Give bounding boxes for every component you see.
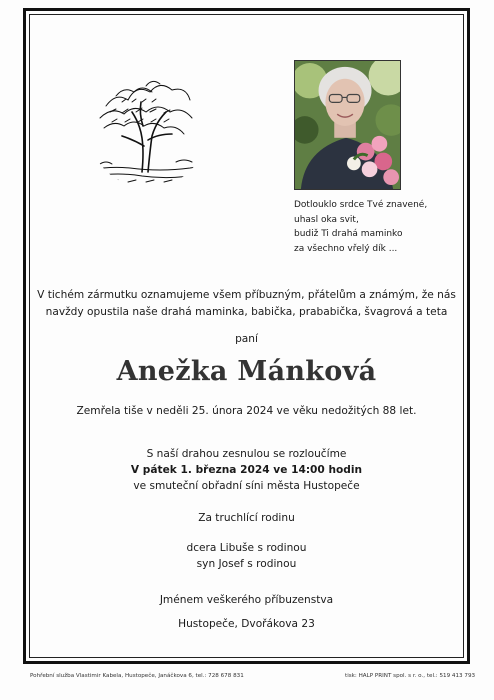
footer-funeral-service: Pohřební služba Vlastimir Kabela, Hustopeče, Janáčkova 6, tel.: 728 678 831	[30, 673, 244, 679]
portrait-photo	[294, 60, 401, 190]
title-pani: paní	[235, 333, 258, 345]
deceased-name: Anežka Mánková	[116, 356, 377, 387]
announcement-line: navždy opustila naše drahá maminka, babička, prababička, švagrová a teta	[45, 306, 448, 318]
memorial-poem	[294, 198, 454, 256]
ceremony-place: ve smuteční obřadní síni města Hustopeče	[133, 480, 360, 492]
family-member: syn Josef s rodinou	[196, 558, 297, 570]
footer-print-credit: tisk: HALP PRINT spol. s r. o., tel.: 519 413 793	[345, 673, 476, 679]
ceremony-datetime: V pátek 1. března 2024 ve 14:00 hodin	[130, 464, 363, 476]
announcement-line: V tichém zármutku oznamujeme všem příbuzným, přátelům a známým, že nás	[37, 289, 456, 301]
poem-line: Dotlouklo srdce Tvé znavené,	[294, 200, 428, 210]
poem-line: za všechno vřelý dík ...	[294, 243, 398, 254]
poem-line: budiž Ti drahá maminko	[294, 229, 403, 239]
closing-address: Hustopeče, Dvořákova 23	[178, 618, 315, 630]
poem-line: uhasl oka svit,	[294, 214, 359, 225]
tree-illustration	[86, 66, 210, 190]
family-heading: Za truchlící rodinu	[198, 512, 295, 524]
family-member: dcera Libuše s rodinou	[186, 542, 307, 554]
ceremony-line: S naší drahou zesnulou se rozloučíme	[146, 448, 347, 460]
death-notice-line: Zemřela tiše v neděli 25. února 2024 ve věku nedožitých 88 let.	[76, 405, 417, 417]
closing-line: Jménem veškerého příbuzenstva	[159, 594, 334, 606]
